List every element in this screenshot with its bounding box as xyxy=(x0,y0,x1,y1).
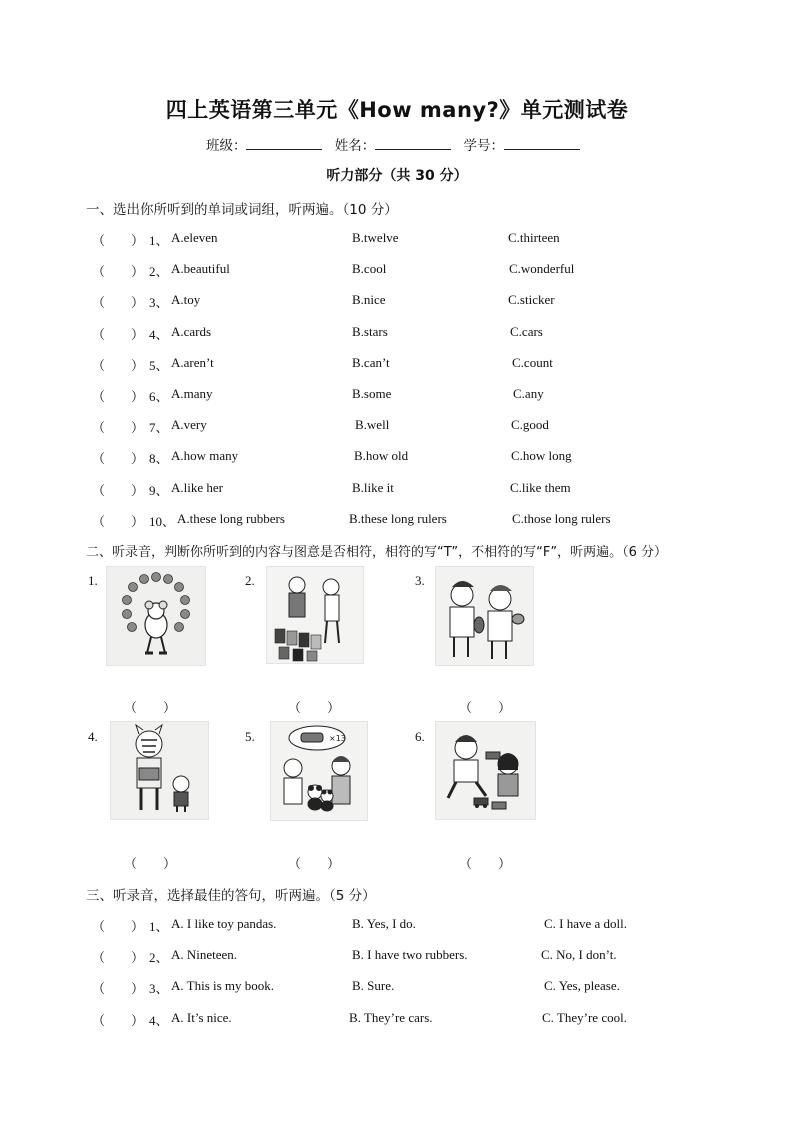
option-b: B.these long rulers xyxy=(349,511,447,526)
part1-heading: 一、选出你所听到的单词或词组，听两遍。（10 分） xyxy=(86,202,398,218)
option-c: C.thirteen xyxy=(508,230,560,245)
student-number-label: 学号： xyxy=(463,138,505,154)
answer-paren[interactable]: （ ） xyxy=(92,358,145,373)
option-c: C.like them xyxy=(510,480,571,495)
option-c: C.how long xyxy=(511,448,572,463)
picture-number: 1. xyxy=(88,573,98,588)
question-number: 10、 xyxy=(149,514,176,529)
option-b: B.nice xyxy=(352,292,386,307)
option-a: A.beautiful xyxy=(171,261,230,276)
answer-paren[interactable]: （ ） xyxy=(92,327,145,342)
name-blank[interactable] xyxy=(375,135,451,150)
option-a: A.cards xyxy=(171,324,212,339)
option-c: C.sticker xyxy=(508,292,555,307)
question-number: 4、 xyxy=(149,1013,169,1028)
picture-answer-box[interactable]: （ ） xyxy=(459,700,512,715)
picture-number: 5. xyxy=(245,729,255,744)
option-c: C.any xyxy=(513,386,544,401)
picture-answer-box[interactable]: （ ） xyxy=(288,856,341,871)
question-number: 4、 xyxy=(149,327,169,342)
answer-paren[interactable]: （ ） xyxy=(92,981,145,996)
option-a: A.toy xyxy=(171,292,201,307)
option-b: B.like it xyxy=(352,480,394,495)
option-b: B. They’re cars. xyxy=(349,1010,433,1025)
question-number: 5、 xyxy=(149,358,169,373)
picture-number: 4. xyxy=(88,729,98,744)
option-b: B. Yes, I do. xyxy=(352,916,416,931)
option-b: B.well xyxy=(355,417,390,432)
class-label: 班级： xyxy=(205,138,247,154)
picture-2-kids-cards xyxy=(266,566,364,664)
picture-4-zebra-bear xyxy=(110,721,209,820)
answer-paren[interactable]: （ ） xyxy=(92,264,145,279)
picture-3-boys-fruit xyxy=(435,566,534,666)
option-b: B.twelve xyxy=(352,230,399,245)
option-c: C.wonderful xyxy=(509,261,575,276)
question-number: 2、 xyxy=(149,950,169,965)
option-b: B.some xyxy=(352,386,392,401)
option-b: B.cool xyxy=(352,261,387,276)
listening-section-header: 听力部分（共 30 分） xyxy=(326,168,468,184)
option-a: A.like her xyxy=(171,480,223,495)
option-c: C. They’re cool. xyxy=(542,1010,627,1025)
picture-5-kids-pandas xyxy=(270,721,368,821)
question-number: 9、 xyxy=(149,483,169,498)
option-a: A.these long rubbers xyxy=(177,511,285,526)
option-b: B.how old xyxy=(354,448,409,463)
picture-number: 3. xyxy=(415,573,425,588)
answer-paren[interactable]: （ ） xyxy=(92,233,145,248)
option-c: C.good xyxy=(511,417,549,432)
name-label: 姓名： xyxy=(334,138,376,154)
option-a: A. This is my book. xyxy=(171,978,275,993)
picture-answer-box[interactable]: （ ） xyxy=(124,856,177,871)
option-b: B. Sure. xyxy=(352,978,395,993)
option-a: A. It’s nice. xyxy=(171,1010,232,1025)
picture-number: 6. xyxy=(415,729,425,744)
question-number: 6、 xyxy=(149,389,169,404)
option-a: A. I like toy pandas. xyxy=(171,916,277,931)
option-c: C.those long rulers xyxy=(512,511,611,526)
question-number: 2、 xyxy=(149,264,169,279)
part3-heading: 三、听录音，选择最佳的答句，听两遍。（5 分） xyxy=(86,888,376,904)
answer-paren[interactable]: （ ） xyxy=(92,295,145,310)
option-c: C. I have a doll. xyxy=(544,916,628,931)
class-blank[interactable] xyxy=(246,135,322,150)
option-c: C.count xyxy=(512,355,553,370)
option-b: B. I have two rubbers. xyxy=(352,947,468,962)
answer-paren[interactable]: （ ） xyxy=(92,919,145,934)
picture-answer-box[interactable]: （ ） xyxy=(459,856,512,871)
picture-6-kids-cars xyxy=(435,721,536,820)
option-b: B.can’t xyxy=(352,355,390,370)
option-a: A.aren’t xyxy=(171,355,214,370)
picture-number: 2. xyxy=(245,573,255,588)
option-a: A. Nineteen. xyxy=(171,947,238,962)
picture-1-mouse-balls xyxy=(106,566,206,666)
option-a: A.how many xyxy=(171,448,239,463)
option-c: C.cars xyxy=(510,324,543,339)
question-number: 1、 xyxy=(149,233,169,248)
answer-paren[interactable]: （ ） xyxy=(92,950,145,965)
option-a: A.eleven xyxy=(171,230,218,245)
option-c: C. No, I don’t. xyxy=(541,947,617,962)
picture-answer-box[interactable]: （ ） xyxy=(288,700,341,715)
student-info-line xyxy=(0,134,794,154)
answer-paren[interactable]: （ ） xyxy=(92,389,145,404)
student-number-blank[interactable] xyxy=(504,135,580,150)
option-c: C. Yes, please. xyxy=(544,978,620,993)
question-number: 7、 xyxy=(149,420,169,435)
question-number: 3、 xyxy=(149,981,169,996)
picture-answer-box[interactable]: （ ） xyxy=(124,700,177,715)
answer-paren[interactable]: （ ） xyxy=(92,483,145,498)
answer-paren[interactable]: （ ） xyxy=(92,1013,145,1028)
option-a: A.very xyxy=(171,417,207,432)
answer-paren[interactable]: （ ） xyxy=(92,451,145,466)
question-number: 8、 xyxy=(149,451,169,466)
option-a: A.many xyxy=(171,386,213,401)
option-b: B.stars xyxy=(352,324,388,339)
question-number: 3、 xyxy=(149,295,169,310)
answer-paren[interactable]: （ ） xyxy=(92,420,145,435)
question-number: 1、 xyxy=(149,919,169,934)
part2-heading: 二、听录音，判断你所听到的内容与图意是否相符，相符的写“T”，不相符的写“F”，听两遍。（6 分） xyxy=(86,545,667,560)
answer-paren[interactable]: （ ） xyxy=(92,514,145,529)
page-title: 四上英语第三单元《How many?》单元测试卷 xyxy=(165,98,629,122)
speech-bubble-count: ×13 xyxy=(329,734,346,743)
